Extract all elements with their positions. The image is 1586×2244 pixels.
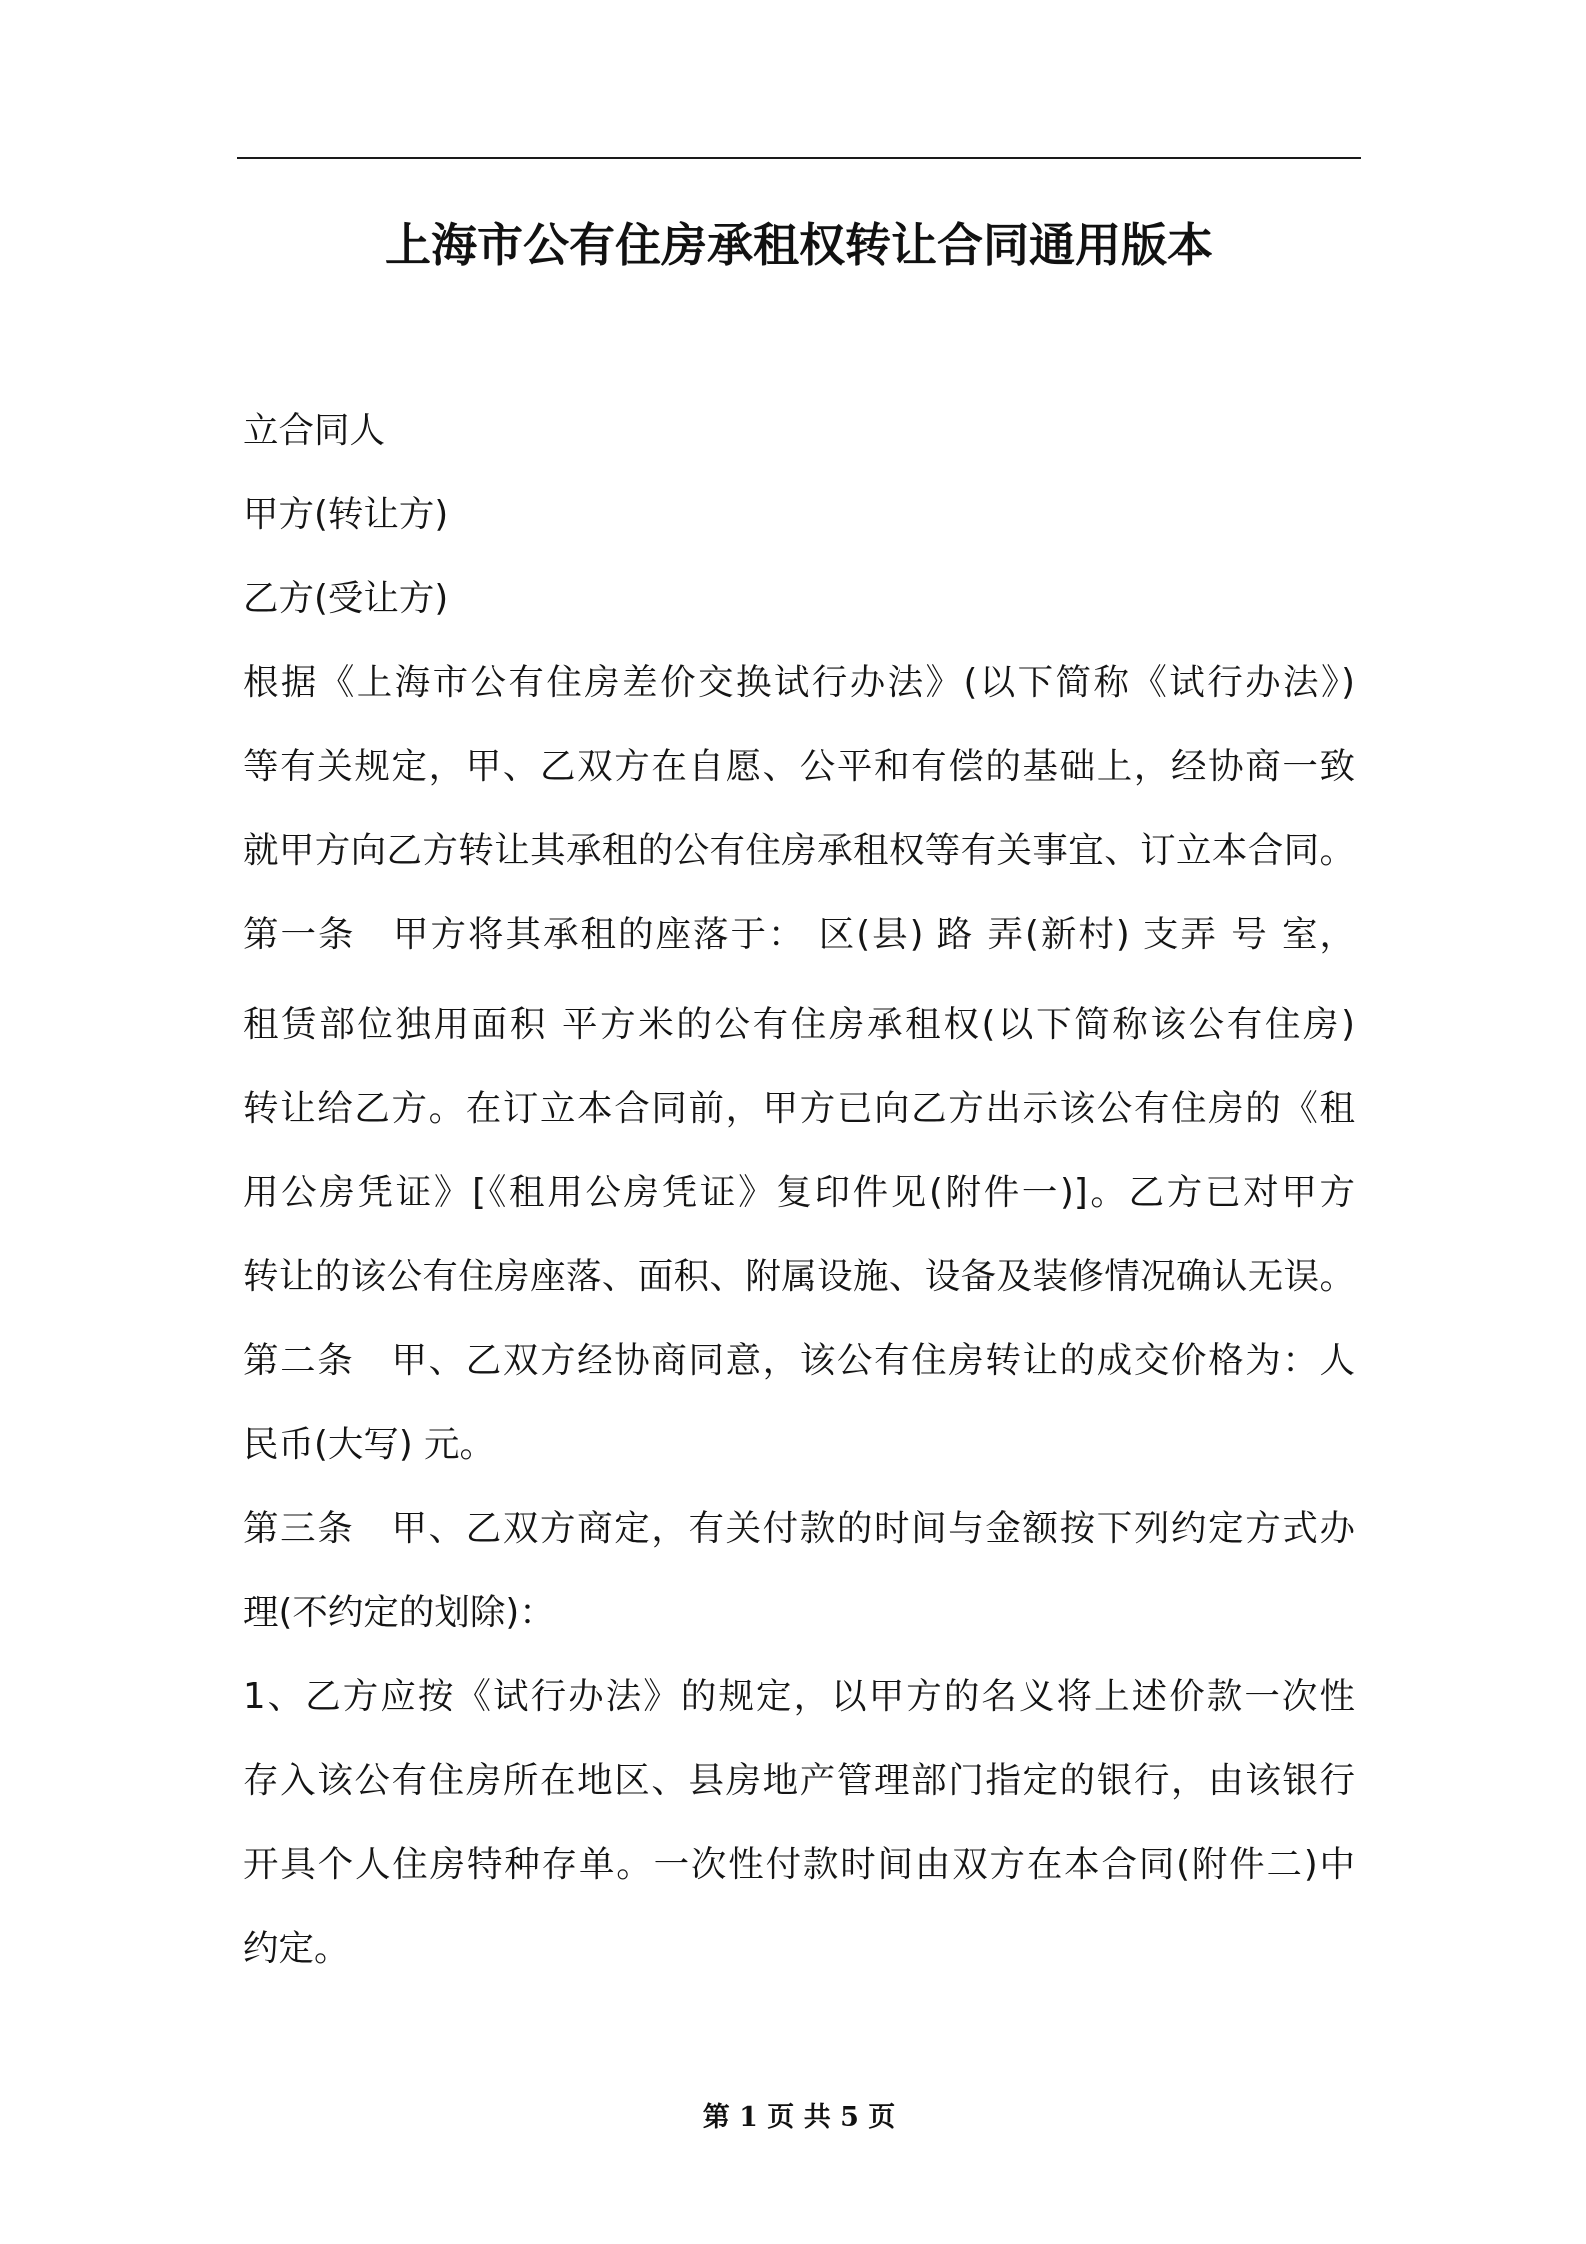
text-line-clause-1: 1、乙方应按《试行办法》的规定，以甲方的名义将上述价款一次性 [243,1676,1355,1717]
text-line: 转让给乙方。在订立本合同前，甲方已向乙方出示该公有住房的《租 [243,1088,1355,1129]
header-rule [237,157,1361,159]
text-line: 民币(大写) 元。 [243,1424,495,1465]
text-line-party-b: 乙方(受让方) [243,578,449,619]
text-line: 开具个人住房特种存单。一次性付款时间由双方在本合同(附件二)中 [243,1844,1355,1885]
text-line-article-2: 第二条 甲、乙双方经协商同意，该公有住房转让的成交价格为：人 [243,1340,1355,1381]
page-number-footer: 第 1 页 共 5 页 [702,2102,896,2133]
text-line: 租赁部位独用面积 平方米的公有住房承租权(以下简称该公有住房) [243,1004,1355,1045]
text-line-article-3: 第三条 甲、乙双方商定，有关付款的时间与金额按下列约定方式办 [243,1508,1355,1549]
text-line: 理(不约定的划除)： [243,1592,555,1633]
text-line: 约定。 [243,1928,350,1969]
document-title: 上海市公有住房承租权转让合同通用版本 [385,218,1213,272]
text-line: 就甲方向乙方转让其承租的公有住房承租权等有关事宜、订立本合同。 [243,830,1355,871]
text-line: 存入该公有住房所在地区、县房地产管理部门指定的银行，由该银行 [243,1760,1355,1801]
text-line-parties-heading: 立合同人 [243,410,386,451]
text-line: 根据《上海市公有住房差价交换试行办法》(以下简称《试行办法》) [243,662,1355,703]
text-line: 等有关规定，甲、乙双方在自愿、公平和有偿的基础上，经协商一致 [243,746,1355,787]
text-line: 转让的该公有住房座落、面积、附属设施、设备及装修情况确认无误。 [243,1256,1355,1297]
text-line-article-1: 第一条 甲方将其承租的座落于： 区(县) 路 弄(新村) 支弄 号 室， [243,914,1355,955]
text-line-party-a: 甲方(转让方) [243,494,449,535]
text-line: 用公房凭证》[《租用公房凭证》复印件见(附件一)]。乙方已对甲方 [243,1172,1355,1213]
